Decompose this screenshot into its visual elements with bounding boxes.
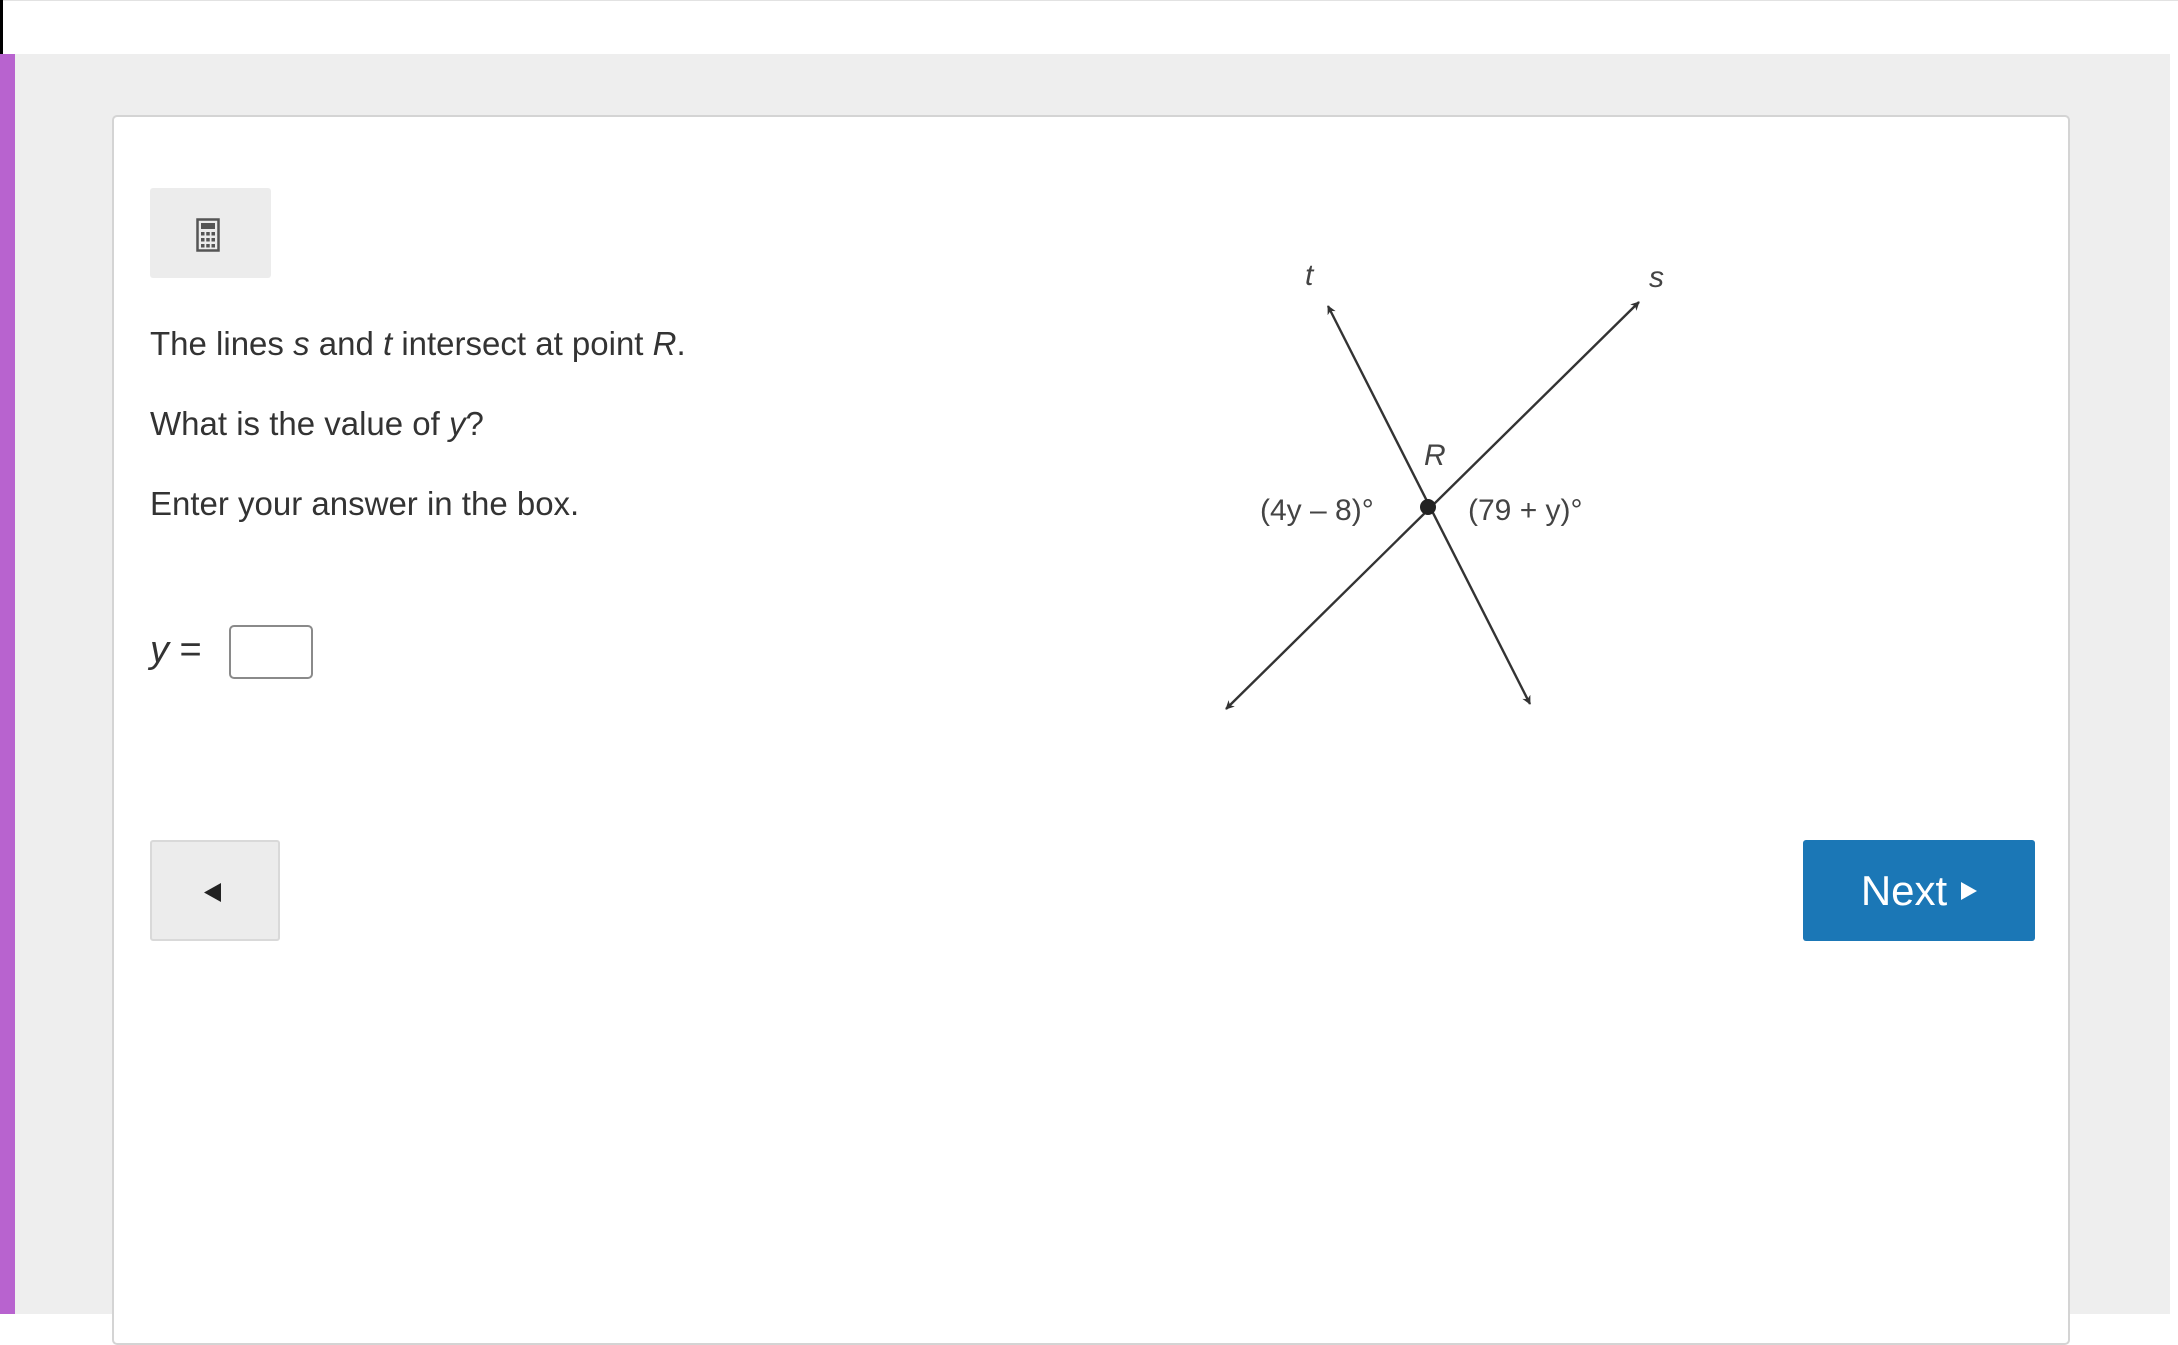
top-bar <box>0 0 2178 55</box>
accent-bar <box>0 54 15 1314</box>
triangle-right-icon <box>1961 882 1977 900</box>
next-button[interactable] <box>1803 840 2035 941</box>
triangle-left-icon <box>204 883 222 902</box>
question-line-2: What is the value of y? <box>150 405 484 442</box>
line-s-label: s <box>1649 261 1664 294</box>
answer-input[interactable] <box>229 625 313 679</box>
instruction-text: Enter your answer in the box. <box>150 485 580 522</box>
intersecting-lines-diagram <box>1200 240 1664 720</box>
point-r <box>1420 499 1436 515</box>
line-t-label: t <box>1305 259 1314 292</box>
top-bar-edge <box>0 0 3 54</box>
answer-label: y = <box>150 629 202 671</box>
right-angle-label: (79 + y)° <box>1468 494 1583 527</box>
question-card <box>112 115 2070 1345</box>
calculator-button[interactable] <box>150 188 271 278</box>
point-r-label: R <box>1424 439 1446 472</box>
left-angle-label: (4y – 8)° <box>1260 494 1374 527</box>
back-button[interactable] <box>150 840 280 941</box>
next-button-label: Next <box>1860 867 1948 914</box>
question-line-1: The lines s and t intersect at point R. <box>150 325 686 362</box>
calculator-icon <box>196 218 220 252</box>
